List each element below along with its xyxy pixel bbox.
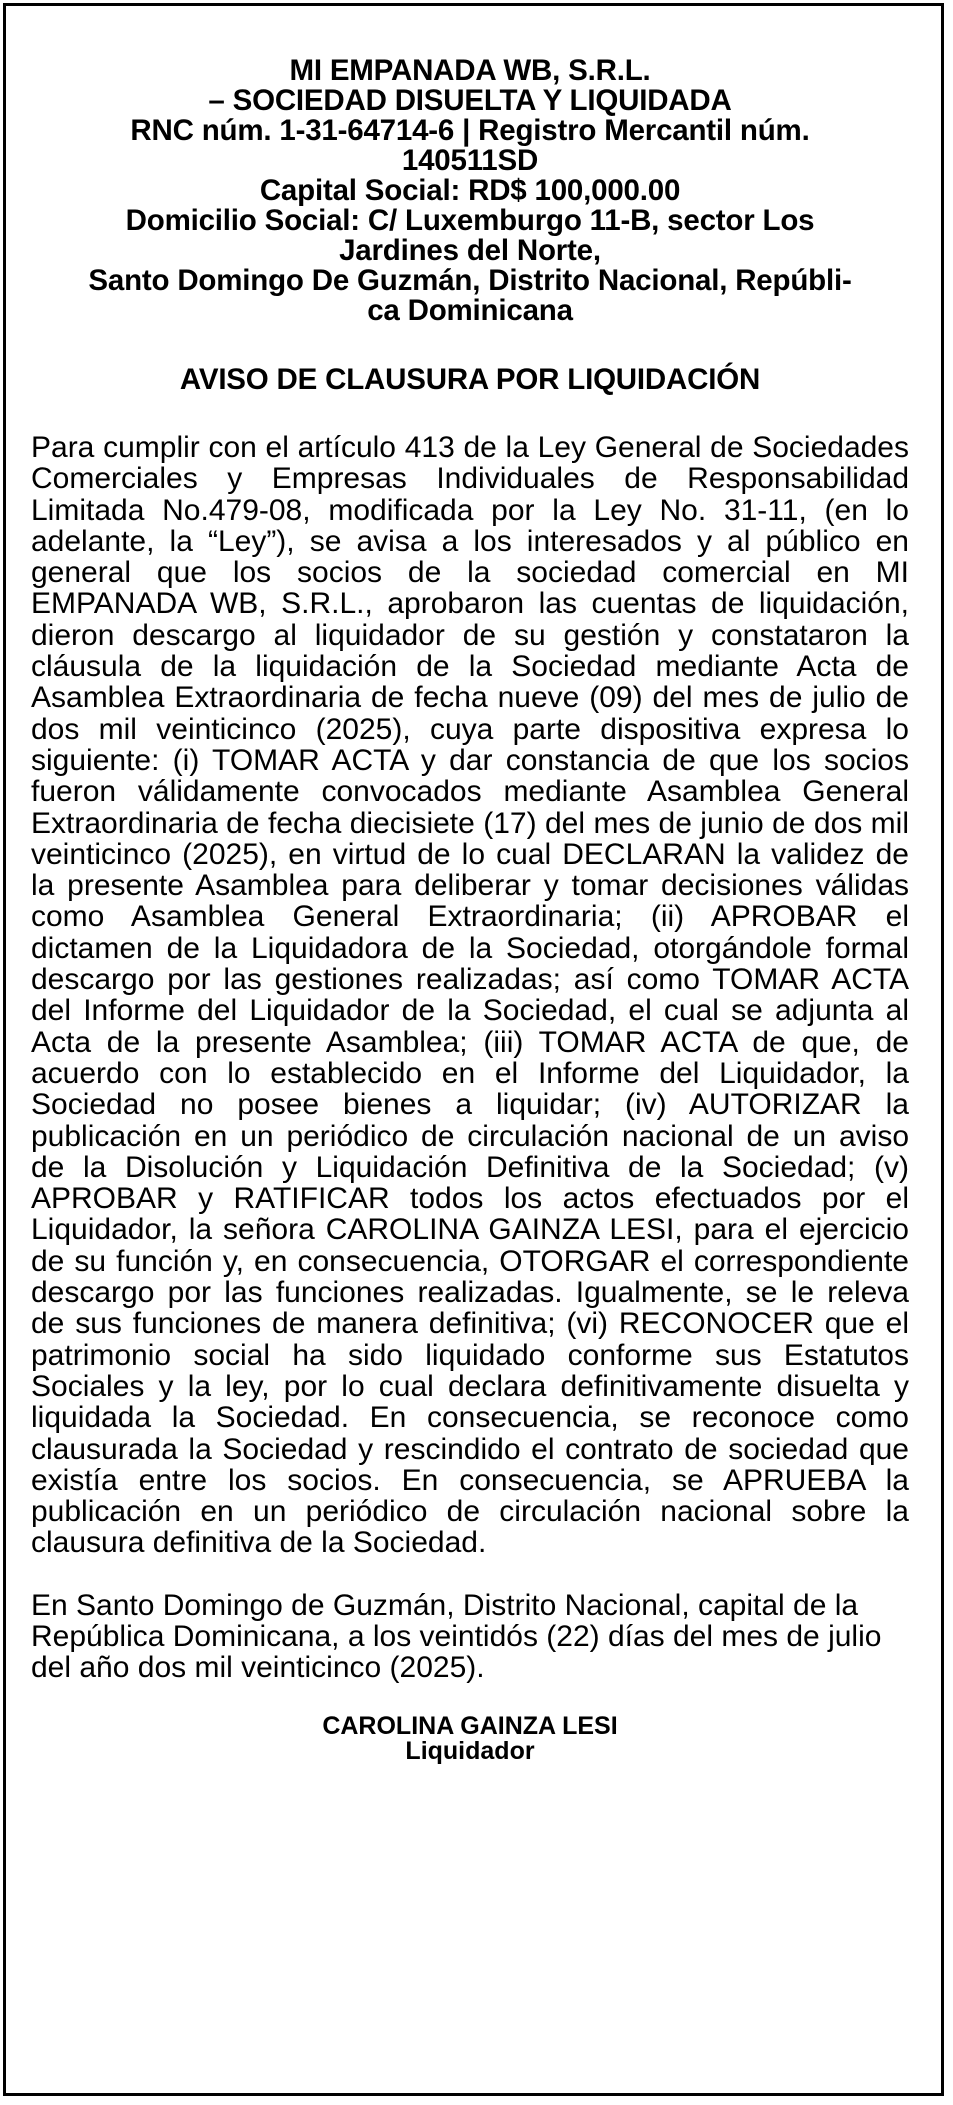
- company-status: – SOCIEDAD DISUELTA Y LIQUIDADA: [208, 84, 732, 117]
- notice-title: AVISO DE CLAUSURA POR LIQUIDACIÓN: [179, 363, 761, 396]
- signature-block: [31, 1711, 909, 1765]
- domicile-line: Domicilio Social: C/ Luxemburgo 11-B, sector Los: [125, 204, 815, 237]
- signatory-name: CAROLINA GAINZA LESI: [322, 1711, 618, 1740]
- notice-closing: En Santo Domingo de Guzmán, Distrito Nacional, capital de la República Dominicana, a los veintidós (22) días del mes de julio del año dos mil veinticinco (2025).: [31, 1588, 882, 1685]
- registry-line: RNC núm. 1-31-64714-6 | Registro Mercantil núm.: [130, 114, 810, 147]
- company-name: MI EMPANADA WB, S.R.L.: [289, 54, 651, 87]
- notice-frame: [3, 3, 944, 2096]
- notice-content: [31, 56, 909, 1764]
- domicile-line: ca Dominicana: [367, 294, 573, 327]
- company-header: [31, 56, 909, 326]
- domicile-line: Santo Domingo De Guzmán, Distrito Nacional, Repúbli-: [88, 264, 852, 297]
- registry-number: 140511SD: [401, 144, 539, 177]
- capital-line: Capital Social: RD$ 100,000.00: [259, 174, 681, 207]
- domicile-line: Jardines del Norte,: [339, 234, 601, 267]
- signatory-role: Liquidador: [405, 1736, 535, 1765]
- notice-body: Para cumplir con el artículo 413 de la Ley General de Sociedades Comerciales y Empresas Individuales de Responsabilidad Limitada No.479-08, modificada por la Ley No. 31-11, (en lo adelante, la “Ley”), se avisa a los interesados y al público en general que los socios de la sociedad comercial en MI EMPANADA WB, S.R.L., aprobaron las cuentas de liquidación, dieron descargo al liquidador de su gestión y constataron la cláusula de la liquidación de la Sociedad mediante Acta de Asamblea Extraordinaria de fecha nueve (09) del mes de julio de dos mil veinticinco (2025), cuya parte dispositiva expresa lo siguiente: (i) TOMAR ACTA y dar constancia de que los socios fueron válidamente convocados mediante Asamblea General Extraordinaria de fecha diecisiete (17) del mes de junio de dos mil veinticinco (2025), en virtud de lo cual DECLARAN la validez de la presente Asamblea para deliberar y tomar decisiones válidas como Asamblea General Extraordinaria; (ii) APROBAR el dictamen de la Liquidadora de la Sociedad, otorgándole formal descargo por las gestiones realizadas; así como TOMAR ACTA del Informe del Liquidador de la Sociedad, el cual se adjunta al Acta de la presente Asamblea; (iii) TOMAR ACTA de que, de acuerdo con lo establecido en el Informe del Liquidador, la Sociedad no posee bienes a liquidar; (iv) AUTORIZAR la publicación en un periódico de circulación nacional de un aviso de la Disolución y Liquidación Definitiva de la Sociedad; (v) APROBAR y RATIFICAR todos los actos efectuados por el Liquidador, la señora CAROLINA GAINZA LESI, para el ejercicio de su función y, en consecuencia, OTORGAR el correspondiente descargo por las funciones realizadas. Igualmente, se le releva de sus funciones de manera definitiva; (vi) RECONOCER que el patrimonio social ha sido liquidado conforme sus Estatutos Sociales y la ley, por lo cual declara definitivamente disuelta y liquidada la Sociedad. En consecuencia, se reconoce como clausurada la Sociedad y rescindido el contrato de sociedad que existía entre los socios. En consecuencia, se APRUEBA la publicación en un periódico de circulación nacional sobre la clausura definitiva de la Sociedad.: [31, 431, 909, 1560]
